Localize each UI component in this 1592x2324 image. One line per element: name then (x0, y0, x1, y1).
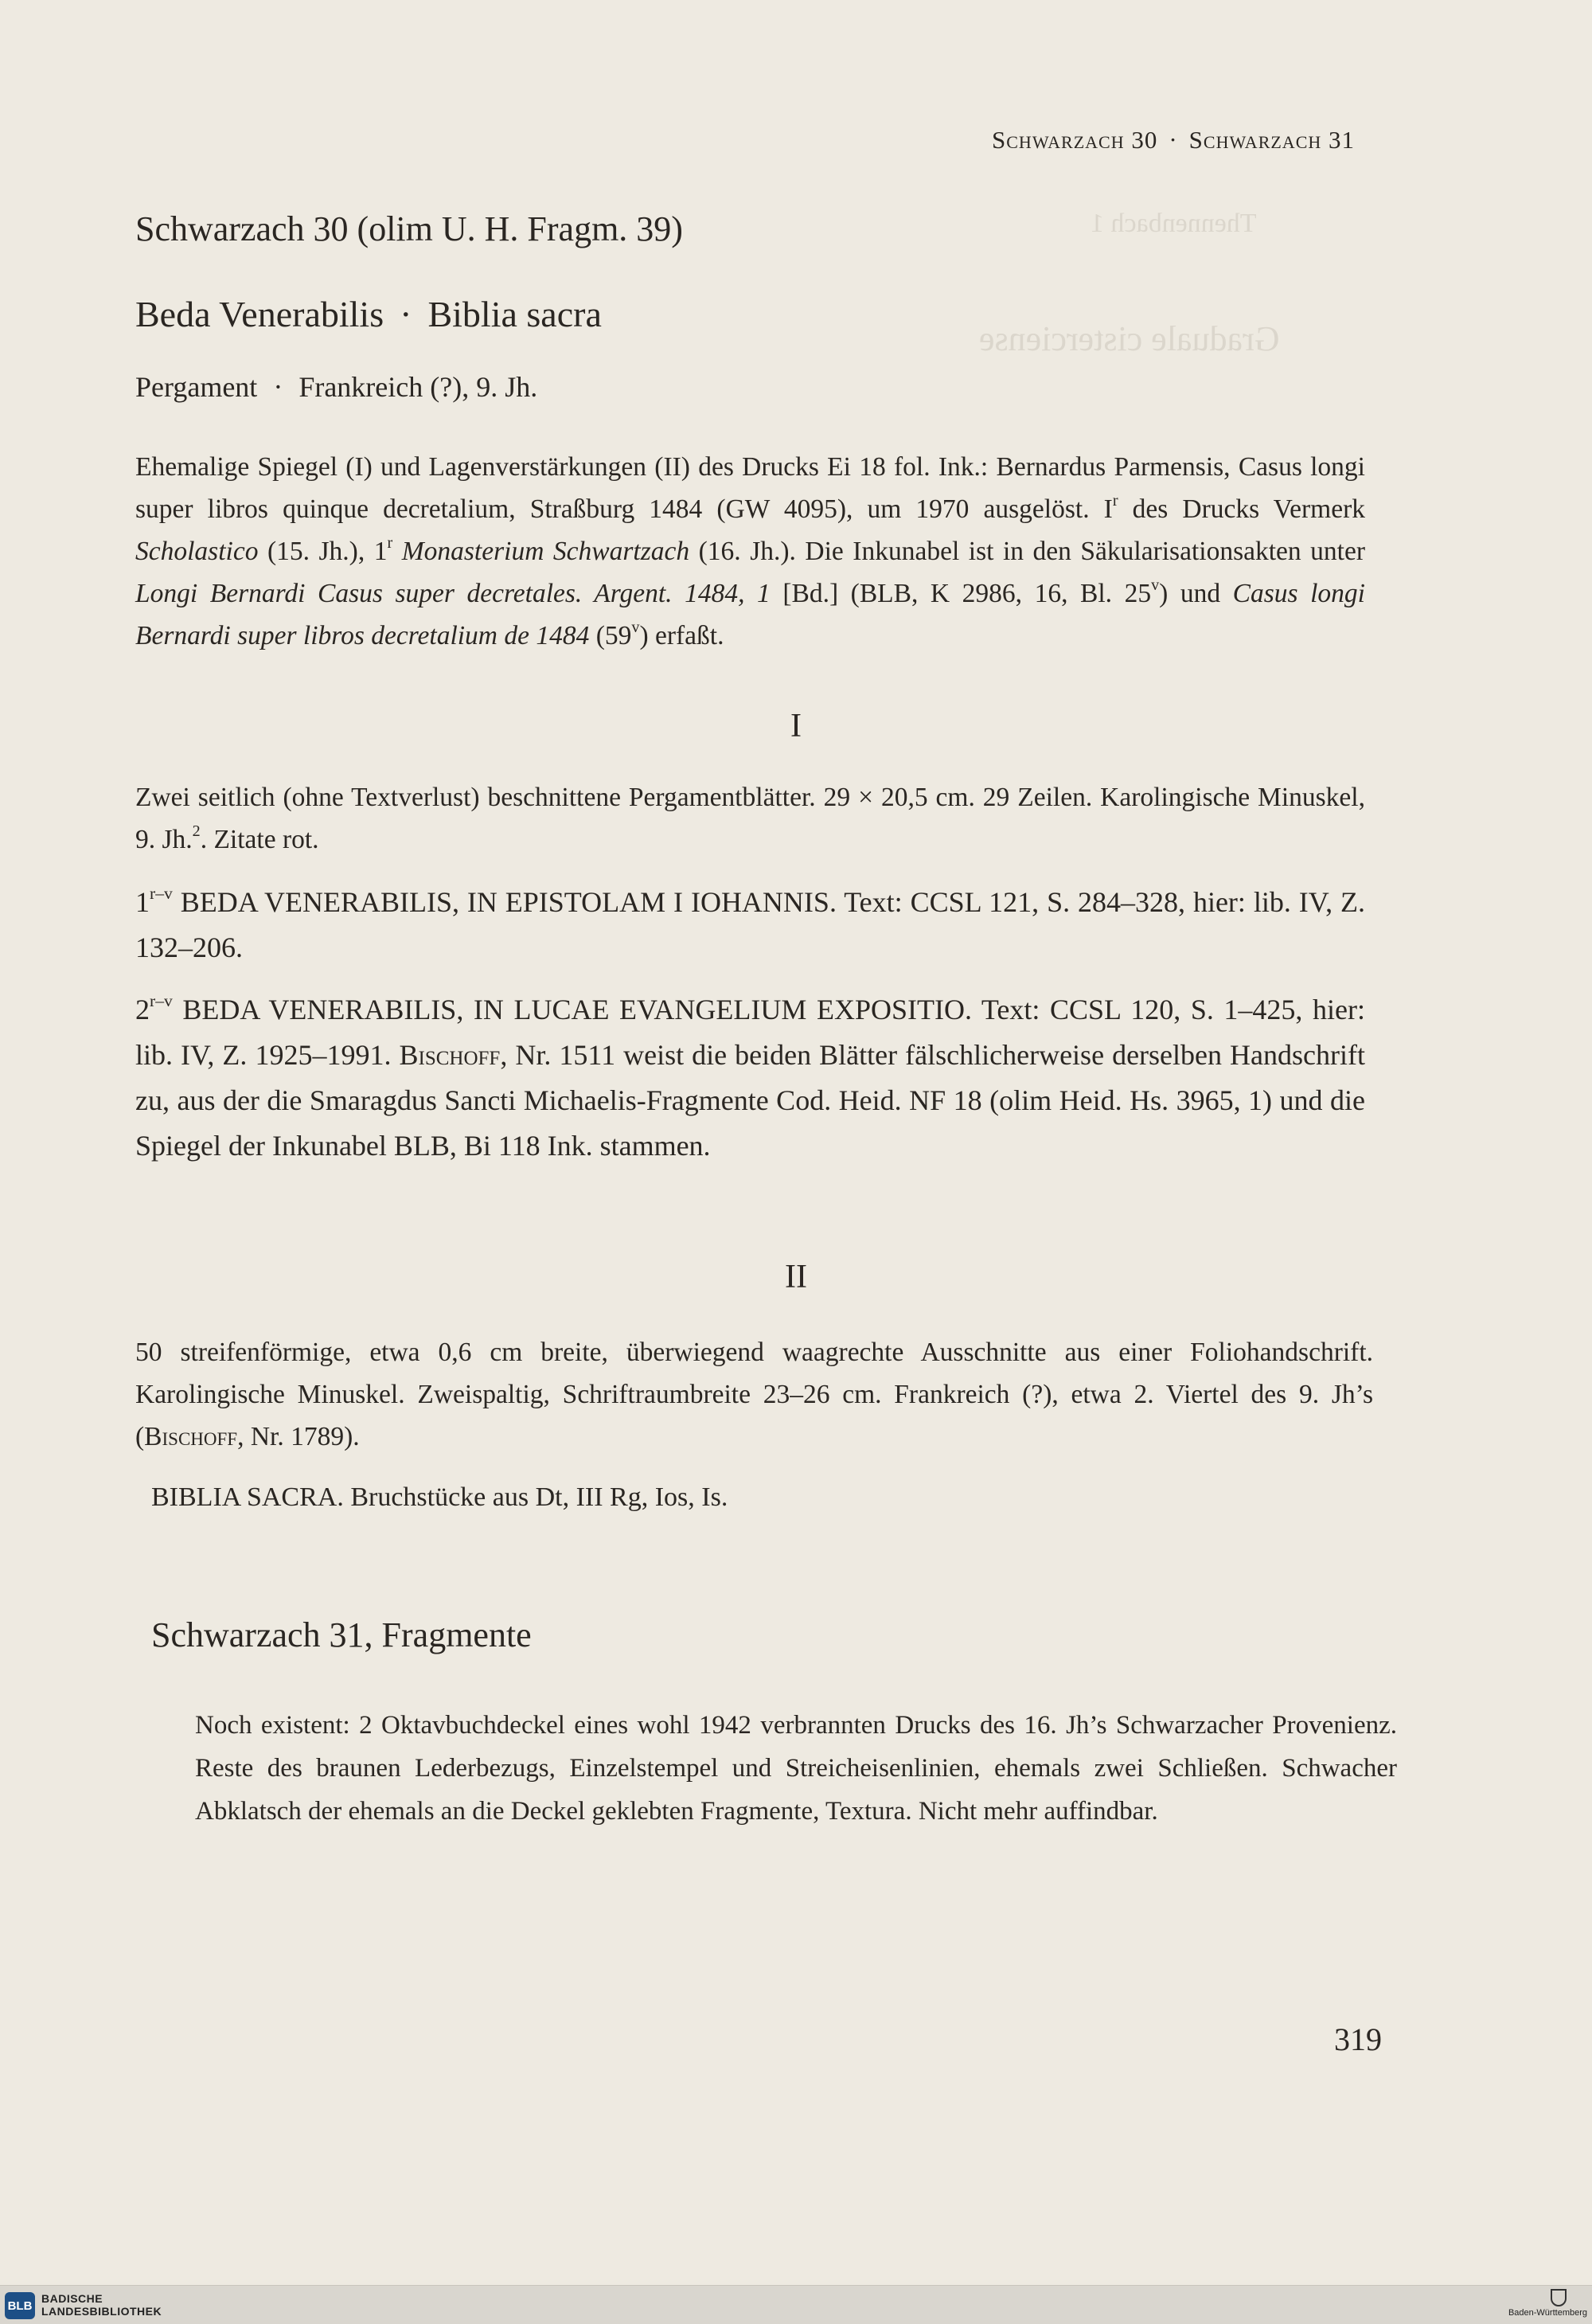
content-title (135, 293, 1365, 335)
coat-of-arms-icon (1551, 2289, 1567, 2306)
part-numeral-2: II (785, 1259, 807, 1295)
footer-bar (0, 2285, 1592, 2324)
part2-description: 50 streifenförmige, etwa 0,6 cm breite, überwiegend waagrechte Ausschnitte aus einer Foliohandschrift. Karolingische Minuskel. Zweispaltig, Schriftraumbreite 23–26 cm. Frankreich (?), etwa 2. Viertel des 9. Jh’s (Bischoff, Nr. 1789). (135, 1338, 1373, 1451)
provenance-paragraph: Ehemalige Spiegel (I) und Lagenverstärkungen (II) des Drucks Ei 18 fol. Ink.: Bernardus Parmensis, Casus longi super libros quinque decretalium, Straßburg 1484 (GW 4095), um 1970 ausgelöst. $I^r$ des Drucks Vermerk Scholastico (15. Jh.), 1$^r$ Monasterium Schwartzach (16. Jh.). Die Inkunabel ist in den Säkularisationsakten unter Longi Bernardi Casus super decretales. Argent. 1484, 1 [Bd.] (BLB, K 2986, 16, Bl. 25$^v$) und Casus longi Bernardi super libros decretalium de 1484 (59$^v$) erfaßt. (135, 452, 1366, 650)
shelfmark-heading-31: Schwarzach 31, Fragmente (151, 1615, 532, 1654)
bleed-through-text: Graduale cisterciense (979, 319, 1280, 358)
part-numeral-1: I (790, 708, 802, 744)
content-item-1: 1$^{r-v}$ BEDA VENERABILIS, IN EPISTOLAM I IOHANNIS. Text: CCSL 121, S. 284–328, hier: lib. IV, Z. 132–206. (135, 883, 1365, 963)
page-number: 319 (1334, 2021, 1382, 2057)
part2-content: BIBLIA SACRA. Bruchstücke aus Dt, III Rg, Ios, Is. (151, 1482, 728, 1512)
content-item-2: 2$^{r-v}$ BEDA VENERABILIS, IN LUCAE EVANGELIUM EXPOSITIO. Text: CCSL 120, S. 1–425, hier: lib. IV, Z. 1925–1991. Bischoff, Nr. 1511 weist die beiden Blätter fälschlicherweise derselben Handschrift zu, aus der die Smaragdus Sancti Michaelis-Fragmente Cod. Heid. NF 18 (olim Heid. Hs. 3965, 1) und die Spiegel der Inkunabel BLB, Bi 118 Ink. stammen. (135, 990, 1366, 1162)
title-separator: · (400, 294, 412, 334)
material: Pergament (135, 371, 258, 403)
part1-description: Zwei seitlich (ohne Textverlust) beschnittene Pergamentblätter. 29 × 20,5 cm. 29 Zeilen. Karolingische Minuskel, 9. Jh.$^2$. Zitate rot. (135, 783, 1365, 854)
blb-logo-icon[interactable]: BLB (5, 2292, 35, 2319)
material-origin-line (135, 370, 1365, 404)
running-head-left: Schwarzach 30 (992, 126, 1158, 154)
state-label: Baden-Württemberg (1508, 2308, 1587, 2318)
running-head-right: Schwarzach 31 (1188, 126, 1355, 154)
shelfmark-heading: Schwarzach 30 (olim U. H. Fragm. 39) (135, 209, 683, 248)
running-head-separator: · (1169, 126, 1178, 154)
library-name: BADISCHE LANDESBIBLIOTHEK (41, 2292, 162, 2318)
material-separator: · (273, 371, 283, 403)
title-author: Beda Venerabilis (135, 294, 384, 334)
entry31-paragraph: Noch existent: 2 Oktavbuchdeckel eines wohl 1942 verbrannten Drucks des 16. Jh’s Schwarzacher Provenienz. Reste des braunen Lederbezugs, Einzelstempel und Streicheisenlinien, ehemals zwei Schließen. Schwacher Abklatsch der ehemals an die Deckel geklebten Fragmente, Textura. Nicht mehr auffindbar. (195, 1711, 1397, 1826)
origin: Frankreich (?), 9. Jh. (298, 371, 538, 403)
bleed-through-text: Thennenbach 1 (1091, 209, 1257, 238)
running-head (992, 126, 1355, 154)
title-work: Biblia sacra (427, 294, 602, 334)
